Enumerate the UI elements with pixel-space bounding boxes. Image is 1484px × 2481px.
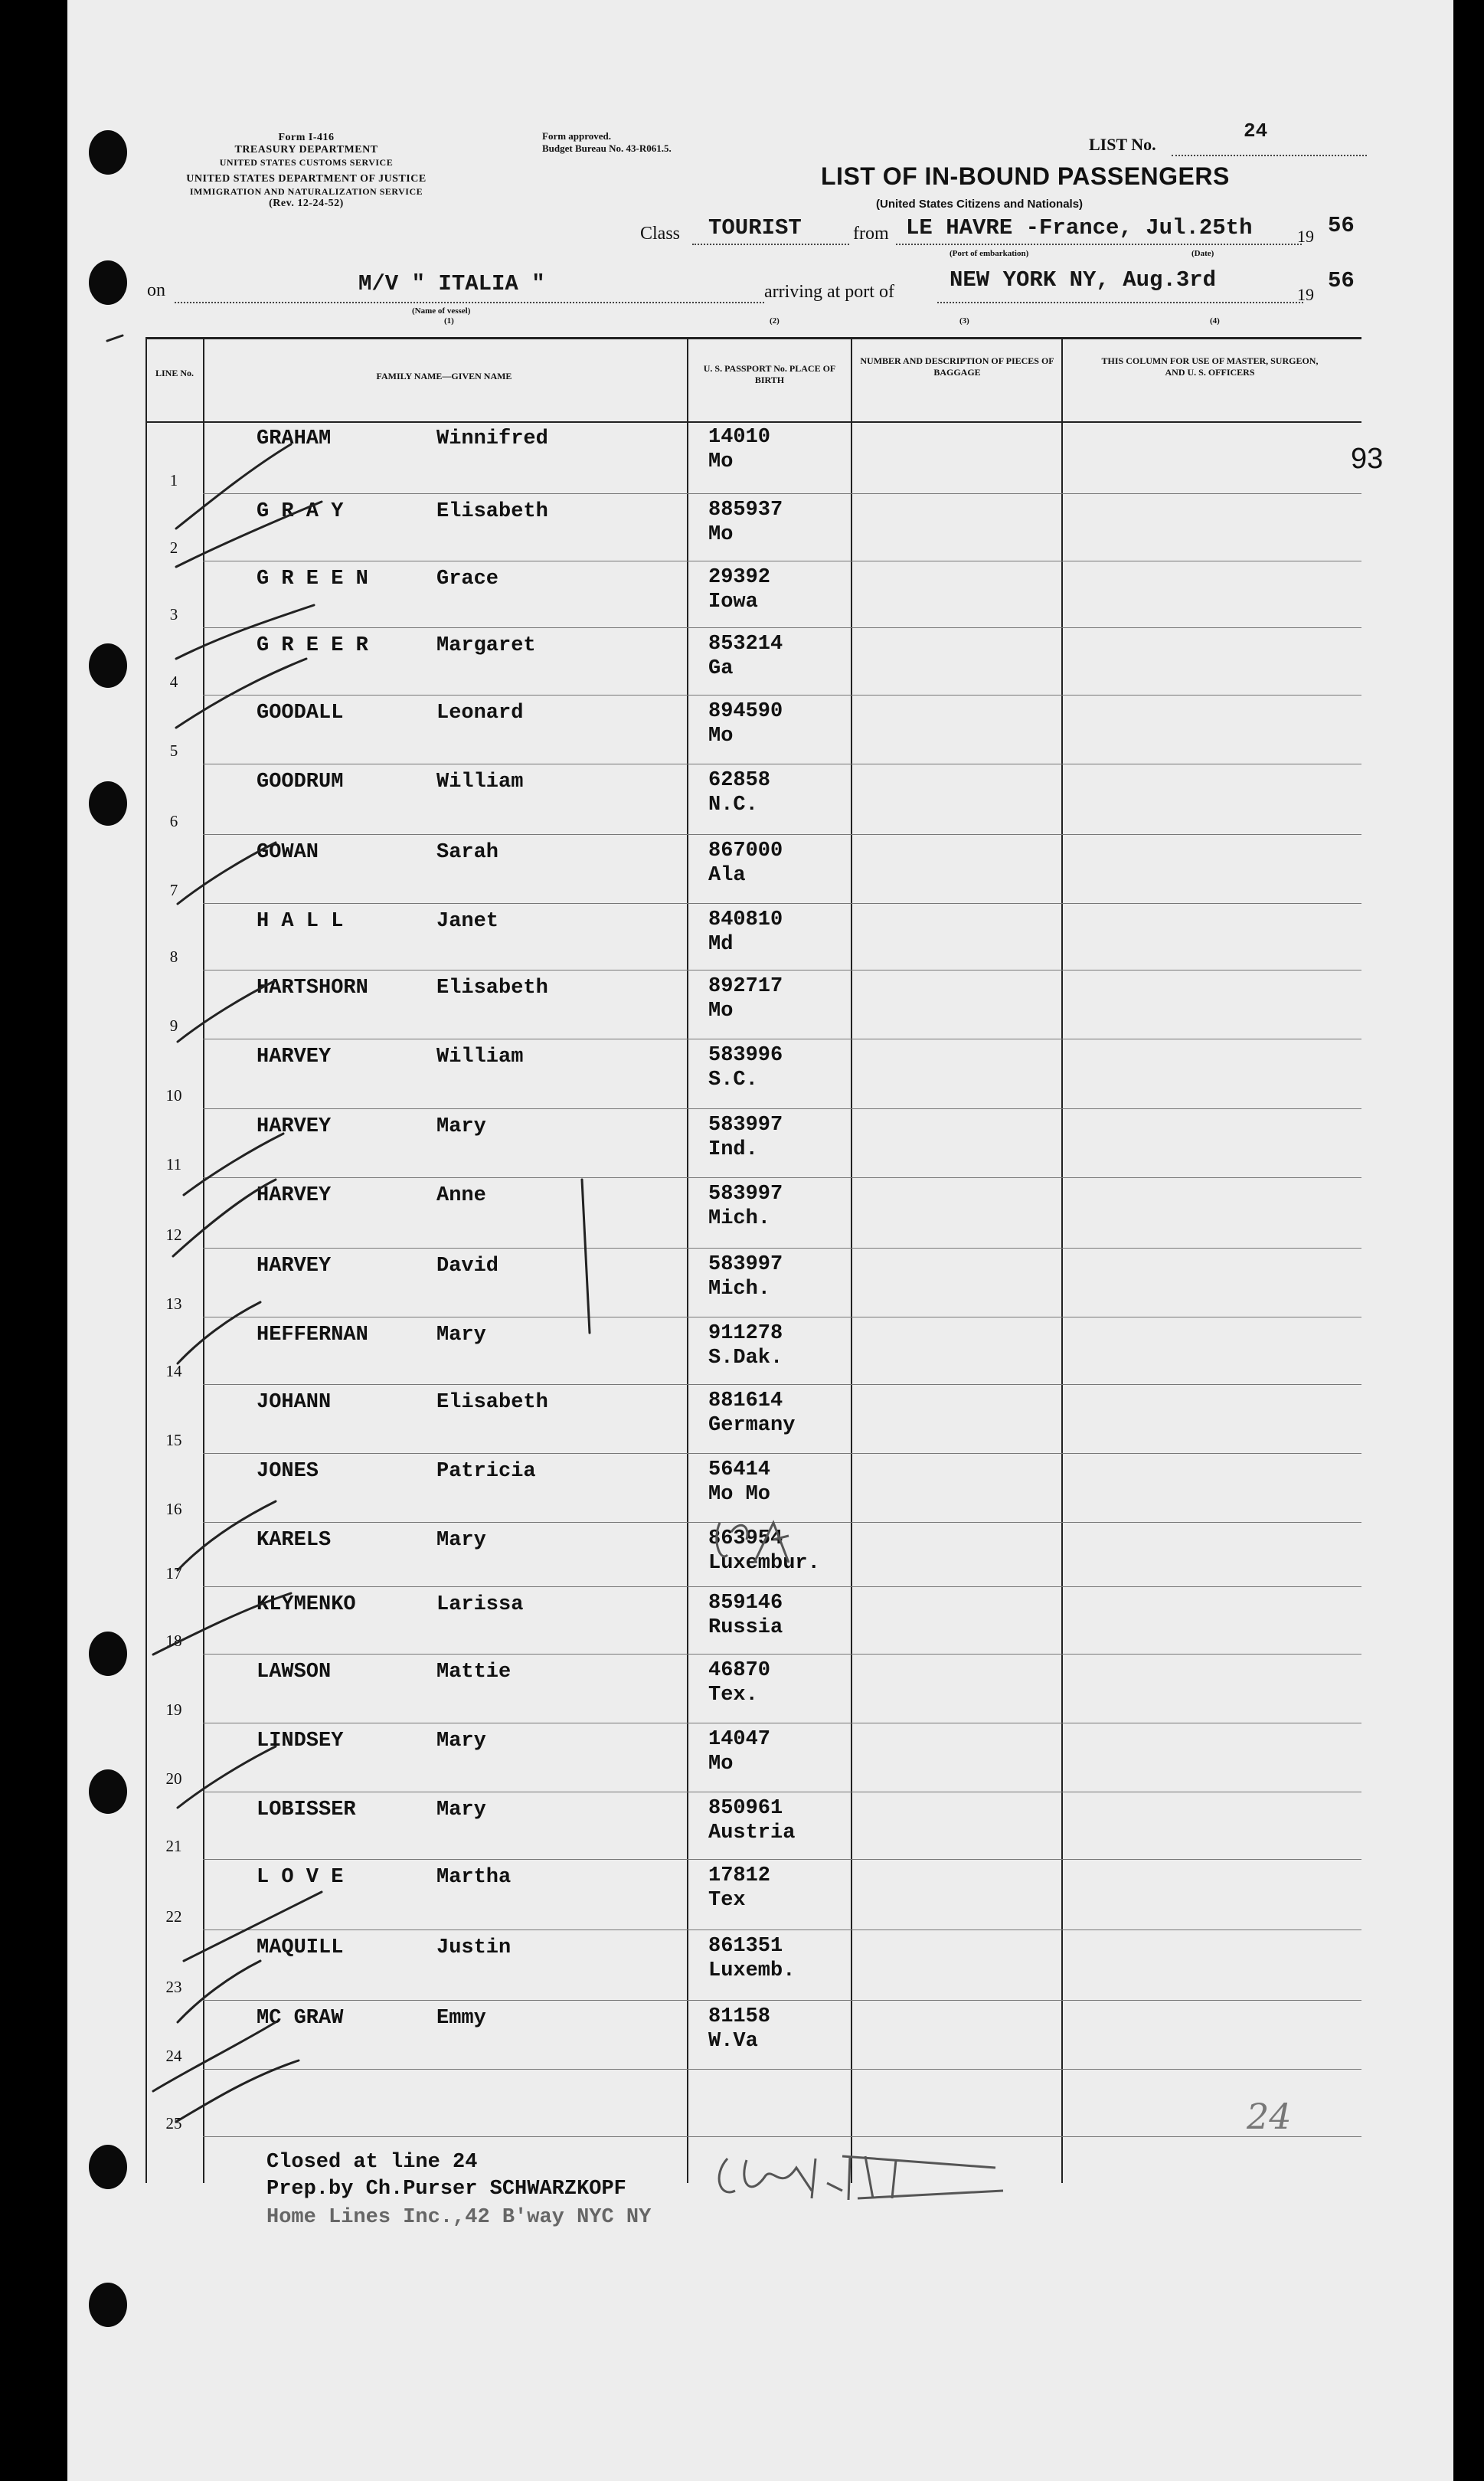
passport-number: 850961 bbox=[708, 1797, 783, 1820]
passport-number: 56414 bbox=[708, 1458, 771, 1481]
date-caption: (Date) bbox=[1191, 249, 1214, 258]
family-name: HARVEY bbox=[257, 1115, 332, 1138]
line-number: 11 bbox=[165, 1155, 182, 1173]
place-of-birth: S.Dak. bbox=[708, 1347, 783, 1370]
class-label: Class bbox=[640, 224, 681, 244]
footer-company: Home Lines Inc.,42 B'way NYC NY bbox=[266, 2206, 652, 2229]
justice-dept: UNITED STATES DEPARTMENT OF JUSTICE bbox=[186, 173, 427, 185]
footer-prepared-by: Prep.by Ch.Purser SCHWARZKOPF bbox=[266, 2178, 626, 2201]
line-number: 10 bbox=[165, 1086, 182, 1105]
passport-number: 892717 bbox=[708, 975, 783, 998]
family-name: JONES bbox=[257, 1460, 319, 1483]
place-of-birth: Md bbox=[708, 933, 734, 956]
passport-number: 911278 bbox=[708, 1322, 783, 1345]
passport-number: 853214 bbox=[708, 633, 783, 656]
line-number: 12 bbox=[165, 1226, 182, 1244]
year-prefix: 19 bbox=[1297, 227, 1314, 246]
ins-service: IMMIGRATION AND NATURALIZATION SERVICE bbox=[189, 186, 423, 197]
line-number: 20 bbox=[165, 1769, 182, 1788]
document-subtitle: (United States Citizens and Nationals) bbox=[876, 198, 1084, 211]
line-number: 24 bbox=[165, 2047, 182, 2065]
passport-number: 46870 bbox=[708, 1659, 771, 1682]
given-name: Janet bbox=[436, 910, 499, 933]
line-number: 3 bbox=[169, 605, 178, 624]
family-name: LAWSON bbox=[257, 1661, 332, 1684]
port-embarkation-caption: (Port of embarkation) bbox=[950, 249, 1029, 258]
passport-number: 894590 bbox=[708, 700, 783, 723]
line-number: 8 bbox=[169, 948, 178, 966]
col3-number: (3) bbox=[959, 316, 969, 326]
place-of-birth: Ga bbox=[708, 657, 734, 680]
list-no-label: LIST No. bbox=[1089, 135, 1156, 154]
header-baggage: NUMBER AND DESCRIPTION OF PIECES OF BAGGAGE bbox=[860, 355, 1054, 378]
place-of-birth: Mo bbox=[708, 523, 734, 546]
footer-closed-line: Closed at line 24 bbox=[266, 2151, 478, 2174]
header-passport: U. S. PASSPORT No. PLACE OF BIRTH bbox=[703, 363, 836, 385]
family-name: LINDSEY bbox=[257, 1730, 344, 1753]
line-number: 5 bbox=[169, 741, 178, 760]
given-name: Mattie bbox=[436, 1661, 512, 1684]
passport-number: 583997 bbox=[708, 1114, 783, 1137]
given-name: Elisabeth bbox=[436, 500, 548, 523]
vessel-name: M/V " ITALIA " bbox=[358, 271, 545, 296]
passport-number: 859146 bbox=[708, 1592, 783, 1615]
document-title: LIST OF IN-BOUND PASSENGERS bbox=[821, 162, 1230, 190]
place-of-birth: Ala bbox=[708, 864, 746, 887]
line-number: 15 bbox=[165, 1431, 182, 1449]
line-number: 13 bbox=[165, 1295, 182, 1313]
place-of-birth: Russia bbox=[708, 1616, 783, 1639]
line-number: 19 bbox=[165, 1700, 182, 1719]
place-of-birth: Iowa bbox=[708, 591, 758, 614]
list-no-value: 24 bbox=[1244, 119, 1268, 142]
family-name: HARVEY bbox=[257, 1046, 332, 1069]
passport-number: 881614 bbox=[708, 1389, 783, 1412]
given-name: Leonard bbox=[436, 702, 524, 725]
given-name: William bbox=[436, 1046, 524, 1069]
place-of-birth: N.C. bbox=[708, 794, 758, 817]
family-name: GRAHAM bbox=[257, 427, 332, 450]
given-name: Elisabeth bbox=[436, 1391, 548, 1414]
line-number: 23 bbox=[165, 1978, 182, 1996]
line-number: 22 bbox=[165, 1907, 182, 1926]
family-name: KARELS bbox=[257, 1529, 332, 1552]
header-officers: THIS COLUMN FOR USE OF MASTER, SURGEON, AND U. S. OFFICERS bbox=[1101, 355, 1319, 378]
tick-marks bbox=[107, 335, 590, 2122]
place-of-birth: Mich. bbox=[708, 1278, 771, 1301]
passport-number: 62858 bbox=[708, 769, 771, 792]
family-name: HARVEY bbox=[257, 1255, 332, 1278]
given-name: Justin bbox=[436, 1936, 512, 1959]
from-label: from bbox=[853, 224, 889, 244]
form-number: Form I-416 bbox=[278, 132, 335, 143]
family-name: HEFFERNAN bbox=[257, 1324, 368, 1347]
class-value: TOURIST bbox=[708, 215, 802, 241]
year-value: 56 bbox=[1328, 213, 1355, 238]
passport-number: 81158 bbox=[708, 2005, 771, 2028]
header-line-no: LINE No. bbox=[155, 368, 194, 378]
passport-number: 885937 bbox=[708, 499, 783, 522]
place-of-birth: Mo bbox=[708, 725, 734, 748]
place-of-birth: Tex. bbox=[708, 1684, 758, 1707]
arriving-value: NEW YORK NY, Aug.3rd bbox=[950, 267, 1217, 293]
customs-service: UNITED STATES CUSTOMS SERVICE bbox=[219, 157, 394, 168]
given-name: Anne bbox=[436, 1184, 486, 1207]
given-name: Elisabeth bbox=[436, 977, 548, 1000]
given-name: Mary bbox=[436, 1324, 486, 1347]
line-number: 14 bbox=[165, 1362, 182, 1380]
passport-number: 861351 bbox=[708, 1935, 783, 1958]
passport-number: 840810 bbox=[708, 908, 783, 931]
given-name: Martha bbox=[436, 1866, 512, 1889]
given-name: Mary bbox=[436, 1115, 486, 1138]
on-label: on bbox=[147, 280, 165, 300]
col2-number: (2) bbox=[770, 316, 780, 326]
from-value: LE HAVRE -France, Jul.25th bbox=[906, 215, 1253, 241]
line-number: 7 bbox=[169, 881, 178, 899]
family-name: MAQUILL bbox=[257, 1936, 344, 1959]
place-of-birth: Mo Mo bbox=[708, 1483, 771, 1506]
family-name: G R E E R bbox=[257, 634, 368, 657]
passport-number: 583997 bbox=[708, 1253, 783, 1276]
family-name: GOODRUM bbox=[257, 771, 344, 794]
given-name: David bbox=[436, 1255, 499, 1278]
line-number: 2 bbox=[169, 538, 178, 557]
given-name: Margaret bbox=[436, 634, 536, 657]
passport-number: 14047 bbox=[708, 1728, 771, 1751]
given-name: Mary bbox=[436, 1799, 486, 1821]
line-number: 17 bbox=[165, 1564, 182, 1583]
line-number: 18 bbox=[165, 1632, 182, 1650]
family-name: MC GRAW bbox=[257, 2007, 344, 2030]
place-of-birth: Luxemb. bbox=[708, 1959, 796, 1982]
place-of-birth: Mo bbox=[708, 450, 734, 473]
family-name: KLYMENKO bbox=[257, 1593, 356, 1616]
given-name: Larissa bbox=[436, 1593, 524, 1616]
line-number: 6 bbox=[169, 812, 178, 830]
line-number: 9 bbox=[169, 1016, 178, 1035]
arriving-label: arriving at port of bbox=[764, 282, 894, 302]
line-number: 16 bbox=[165, 1500, 182, 1518]
family-name: LOBISSER bbox=[257, 1799, 356, 1821]
header-family-name: FAMILY NAME—GIVEN NAME bbox=[376, 371, 512, 381]
family-name: G R A Y bbox=[257, 500, 344, 523]
line-number: 1 bbox=[169, 471, 178, 489]
form-approved: Form approved. bbox=[542, 130, 612, 142]
passport-number: 17812 bbox=[708, 1864, 771, 1887]
handwritten-tally: 24 bbox=[1247, 2096, 1292, 2137]
given-name: Mary bbox=[436, 1730, 486, 1753]
line-number: 25 bbox=[165, 2114, 182, 2132]
given-name: Grace bbox=[436, 568, 499, 591]
given-name: William bbox=[436, 771, 524, 794]
place-of-birth: Mo bbox=[708, 1753, 734, 1776]
family-name: L O V E bbox=[257, 1866, 344, 1889]
family-name: G R E E N bbox=[257, 568, 368, 591]
place-of-birth: Tex bbox=[708, 1889, 746, 1912]
given-name: Sarah bbox=[436, 841, 499, 864]
line-number: 21 bbox=[165, 1837, 182, 1855]
treasury-dept: TREASURY DEPARTMENT bbox=[234, 144, 378, 155]
place-of-birth: Mich. bbox=[708, 1207, 771, 1230]
family-name: H A L L bbox=[257, 910, 344, 933]
year2-prefix: 19 bbox=[1297, 285, 1314, 304]
place-of-birth: Luxembur. bbox=[708, 1552, 820, 1575]
margin-page-number: 93 bbox=[1351, 443, 1384, 475]
given-name: Patricia bbox=[436, 1460, 536, 1483]
passport-number: 867000 bbox=[708, 840, 783, 862]
place-of-birth: Germany bbox=[708, 1414, 796, 1437]
given-name: Mary bbox=[436, 1529, 486, 1552]
family-name: GOODALL bbox=[257, 702, 344, 725]
family-name: HARTSHORN bbox=[257, 977, 368, 1000]
passport-number: 29392 bbox=[708, 566, 771, 589]
passport-number: 863954 bbox=[708, 1527, 783, 1550]
family-name: JOHANN bbox=[257, 1391, 332, 1414]
line-number: 4 bbox=[169, 673, 178, 691]
col4-number: (4) bbox=[1210, 316, 1220, 326]
given-name: Winnifred bbox=[436, 427, 548, 450]
vessel-caption: (Name of vessel) bbox=[412, 306, 471, 316]
year2-value: 56 bbox=[1328, 268, 1355, 293]
signature-mark bbox=[717, 1523, 1003, 2200]
place-of-birth: Ind. bbox=[708, 1138, 758, 1161]
passport-number: 14010 bbox=[708, 426, 771, 449]
place-of-birth: Mo bbox=[708, 1000, 734, 1023]
passport-number: 583997 bbox=[708, 1183, 783, 1206]
passport-number: 583996 bbox=[708, 1044, 783, 1067]
place-of-birth: W.Va bbox=[708, 2030, 758, 2053]
vessel-col-num: (1) bbox=[444, 316, 454, 326]
given-name: Emmy bbox=[436, 2007, 486, 2030]
budget-bureau: Budget Bureau No. 43-R061.5. bbox=[542, 142, 672, 154]
family-name: HARVEY bbox=[257, 1184, 332, 1207]
place-of-birth: S.C. bbox=[708, 1069, 758, 1092]
family-name: GOWAN bbox=[257, 841, 319, 864]
place-of-birth: Austria bbox=[708, 1821, 796, 1844]
revision: (Rev. 12-24-52) bbox=[269, 198, 344, 209]
